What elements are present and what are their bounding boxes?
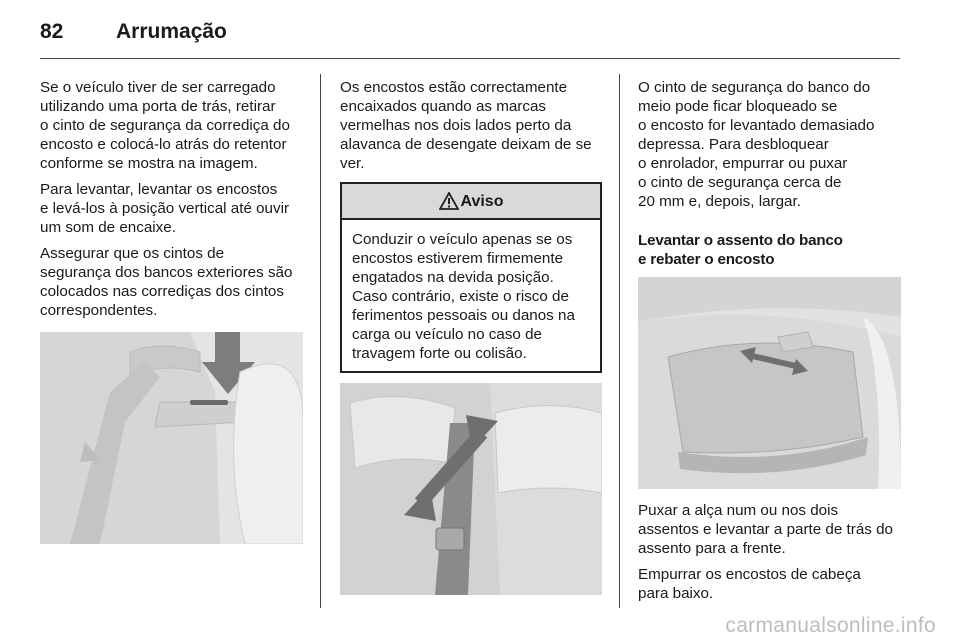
column-3 (638, 78, 904, 610)
col3-paragraph-3: Empurrar os encostos de cabeça para baixo. (638, 566, 861, 602)
column-2 (340, 78, 602, 595)
warning-text: Conduzir o veículo apenas se os encostos estiverem firmemente engatados na devida posição. Caso contrário, existe o risco de ferimentos pessoais ou danos na carga ou veículo no caso de travagem forte ou colisão. (352, 231, 575, 362)
headrest-seatbelt-illustration (340, 383, 602, 595)
col2-paragraph-1: Os encostos estão correctamente encaixados quando as marcas vermelhas nos dois lados perto da alavanca de desengate deixam de se ver. (340, 79, 592, 172)
column-divider-1 (320, 74, 321, 608)
header-rule (40, 58, 900, 59)
chapter-title: Arrumação (116, 20, 227, 43)
warning-triangle-icon (439, 192, 459, 210)
column-1 (40, 78, 306, 544)
seat-cushion-illustration (638, 277, 901, 489)
column-divider-2 (619, 74, 620, 608)
watermark: carmanualsonline.info (725, 614, 936, 637)
warning-header (342, 184, 600, 220)
warning-title: Aviso (460, 192, 504, 210)
col1-paragraph-1: Se o veículo tiver de ser carregado utilizando uma porta de trás, retirar o cinto de segurança da corrediça do encosto e colocá-lo atrás do retentor conforme se mostra na imagem. (40, 79, 290, 172)
page-number: 82 (40, 20, 64, 43)
section-heading: Levantar o assento do banco e rebater o encosto (638, 232, 843, 268)
col3-paragraph-2: Puxar a alça num ou nos dois assentos e levantar a parte de trás do assento para a frente. (638, 502, 893, 557)
col1-paragraph-3: Assegurar que os cintos de segurança dos bancos exteriores são colocados nas corrediças dos cintos correspondentes. (40, 245, 293, 319)
col3-paragraph-1: O cinto de segurança do banco do meio pode ficar bloqueado se o encosto for levantado demasiado depressa. Para desbloquear o enrolador, empurrar ou puxar o cinto de segurança cerca de 20 mm e, depois, largar. (638, 79, 875, 210)
warning-box (340, 182, 602, 373)
page-header (40, 20, 900, 56)
col1-paragraph-2: Para levantar, levantar os encostos e levá-los à posição vertical até ouvir um som de encaixe. (40, 181, 290, 236)
seatbelt-retainer-illustration (40, 332, 303, 544)
